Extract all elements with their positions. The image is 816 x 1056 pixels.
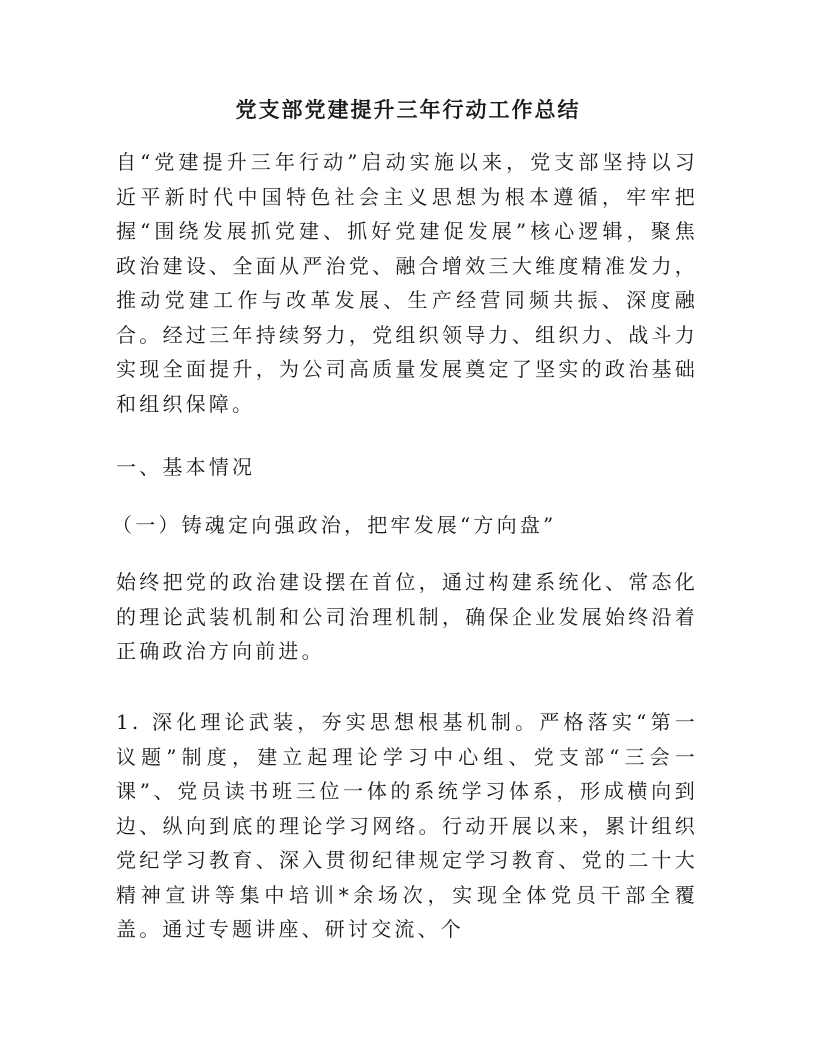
section-heading-basic: 一、基本情况 (116, 455, 256, 479)
subsection-body-paragraph: 始终把党的政治建设摆在首位，通过构建系统化、常态化的理论武装机制和公司治理机制，确保企业发展始终沿着正确政治方向前进。 (116, 570, 698, 663)
document-title: 党支部党建提升三年行动工作总结 (235, 97, 581, 122)
subsection-heading-politics: （一）铸魂定向强政治，把牢发展“方向盘” (112, 513, 557, 537)
list-item-paragraph: 1. 深化理论武装，夯实思想根基机制。严格落实“第一议题”制度，建立起理论学习中心组、党支部“三会一课”、党员读书班三位一体的系统学习体系，形成横向到边、纵向到底的理论学习网络。行动开展以来，累计组织党纪学习教育、深入贯彻纪律规定学习教育、党的二十大精神宣讲等集中培训*余场次，实现全体党员干部全覆盖。通过专题讲座、研讨交流、个 (116, 710, 698, 941)
intro-paragraph: 自“党建提升三年行动”启动实施以来，党支部坚持以习近平新时代中国特色社会主义思想为根本遵循，牢牢把握“围绕发展抓党建、抓好党建促发展”核心逻辑，聚焦政治建设、全面从严治党、融合增效三大维度精准发力，推动党建工作与改革发展、生产经营同频共振、深度融合。经过三年持续努力，党组织领导力、组织力、战斗力实现全面提升，为公司高质量发展奠定了坚实的政治基础和组织保障。 (116, 150, 698, 416)
